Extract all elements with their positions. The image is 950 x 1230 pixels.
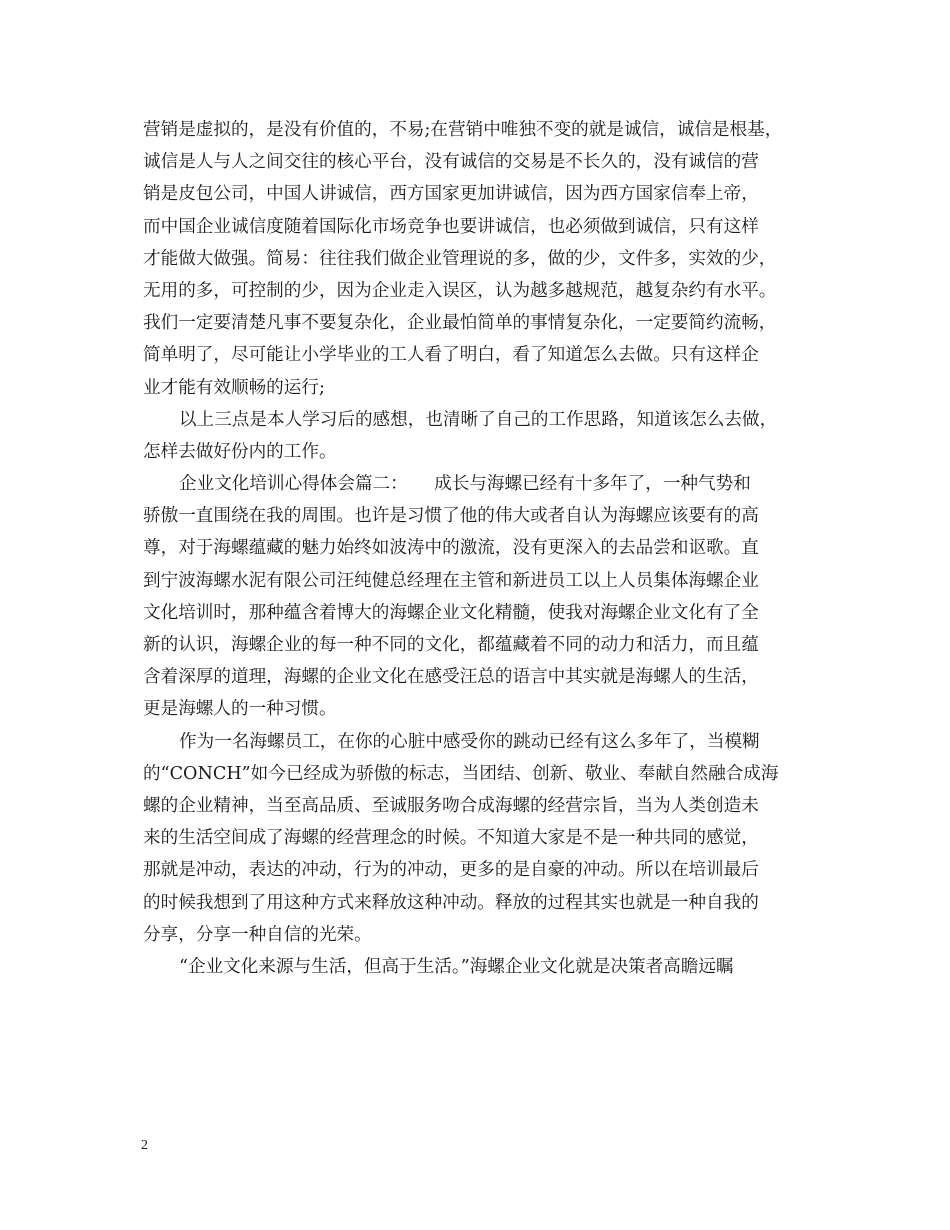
text-line: 才能做大做强。简易：往往我们做企业管理说的多，做的少，文件多，实效的少，: [143, 248, 777, 269]
text-line: 诚信是人与人之间交往的核心平台，没有诚信的交易是不长久的，没有诚信的营: [143, 152, 759, 173]
text-line: 螺的企业精神，当至高品质、至诚服务吻合成海螺的经营宗旨，当为人类创造未: [143, 795, 759, 816]
page-number: 2: [141, 1138, 148, 1153]
paragraph-start-line: 以上三点是本人学习后的感想，也清晰了自己的工作思路，知道该怎么去做，: [179, 409, 778, 430]
text-line: 新的认识，海螺企业的每一种不同的文化，都蕴藏着不同的动力和活力，而且蕴: [143, 635, 759, 655]
text-line: 的“CONCH”如今已经成为骄傲的标志，当团结、创新、敬业、奉献自然融合成海: [143, 763, 779, 784]
text-line: 无用的多，可控制的少，因为企业走入误区，认为越多越规范，越复杂约有水平。: [143, 280, 777, 301]
text-line: 分享，分享一种自信的光荣。: [143, 924, 372, 945]
text-line: 尊，对于海螺蕴藏的魅力始终如波涛中的激流，没有更深入的去品尝和讴歌。直: [143, 538, 759, 559]
text-line: 的时候我想到了用这种方式来释放这种冲动。释放的过程其实也就是一种自我的: [143, 892, 759, 913]
text-line: 我们一定要清楚凡事不要复杂化，企业最怕简单的事情复杂化，一定要简约流畅，: [143, 313, 777, 334]
paragraph-start-line: 企业文化培训心得体会篇二： 成长与海螺已经有十多年了，一种气势和: [179, 474, 751, 495]
text-line: 销是皮包公司，中国人讲诚信，西方国家更加讲诚信，因为西方国家信奉上帝，: [143, 184, 759, 205]
text-line: 营销是虚拟的，是没有价值的，不易;在营销中唯独不变的就是诚信，诚信是根基，: [143, 120, 783, 140]
body-text: [143, 114, 823, 983]
text-line: 简单明了，尽可能让小学毕业的工人看了明白，看了知道怎么去做。只有这样企: [143, 345, 759, 366]
text-line: 业才能有效顺畅的运行;: [143, 377, 325, 398]
text-line: 怎样去做好份内的工作。: [143, 441, 337, 462]
paragraph-start-line: “企业文化来源与生活，但高于生活。”海螺企业文化就是决策者高瞻远瞩: [179, 956, 734, 977]
text-line: 骄傲一直围绕在我的周围。也许是习惯了他的伟大或者自认为海螺应该要有的高: [143, 506, 759, 527]
text-line: 而中国企业诚信度随着国际化市场竞争也要讲诚信，也必须做到诚信，只有这样: [143, 216, 759, 237]
text-line: 更是海螺人的一种习惯。: [143, 699, 337, 720]
text-line: 含着深厚的道理，海螺的企业文化在感受汪总的语言中其实就是海螺人的生活，: [143, 667, 759, 688]
paragraph-start-line: 作为一名海螺员工，在你的心脏中感受你的跳动已经有这么多年了，当模糊: [179, 731, 760, 752]
text-line: 到宁波海螺水泥有限公司汪纯健总经理在主管和新进员工以上人员集体海螺企业: [143, 570, 759, 591]
text-line: 那就是冲动，表达的冲动，行为的冲动，更多的是自豪的冲动。所以在培训最后: [143, 860, 759, 881]
text-line: 文化培训时，那种蕴含着博大的海螺企业文化精髓，使我对海螺企业文化有了全: [143, 602, 759, 623]
text-line: 来的生活空间成了海螺的经营理念的时候。不知道大家是不是一种共同的感觉，: [143, 828, 759, 849]
